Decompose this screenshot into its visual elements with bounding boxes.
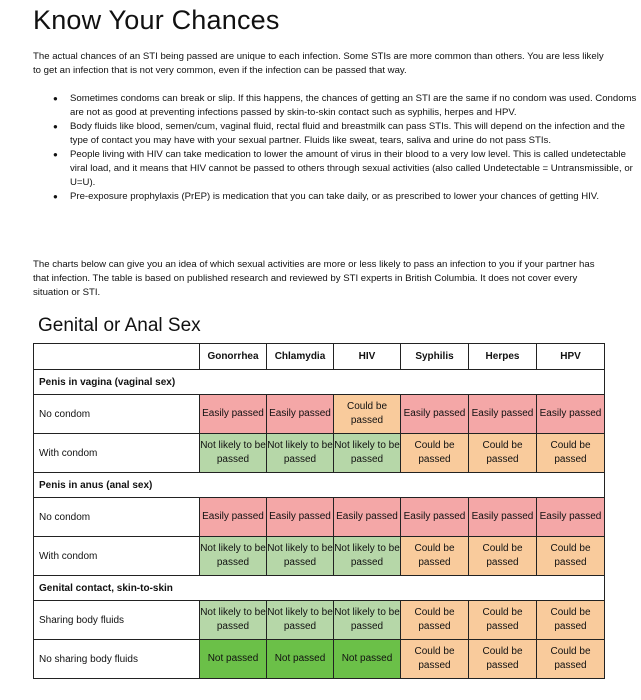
row-label: With condom xyxy=(34,434,200,473)
risk-cell xyxy=(200,601,267,640)
risk-cell-text: Easily passed xyxy=(403,511,466,522)
row-label: No condom xyxy=(34,395,200,434)
risk-cell xyxy=(469,640,537,679)
risk-cell xyxy=(334,640,401,679)
column-header-hpv: HPV xyxy=(537,344,605,370)
risk-cell xyxy=(267,601,334,640)
column-header-syphilis: Syphilis xyxy=(401,344,469,370)
risk-cell xyxy=(200,434,267,473)
risk-cell-text: Easily passed xyxy=(471,511,534,522)
column-header-herpes: Herpes xyxy=(469,344,537,370)
risk-cell-text: Could be passed xyxy=(550,543,591,568)
risk-cell xyxy=(537,395,605,434)
risk-cell-text: Not passed xyxy=(274,653,326,664)
risk-cell-text: Not likely to be passed xyxy=(267,543,333,568)
column-header-hiv: HIV xyxy=(334,344,401,370)
risk-cell xyxy=(267,640,334,679)
risk-cell-text: Not likely to be passed xyxy=(267,607,333,632)
risk-cell xyxy=(469,395,537,434)
risk-cell xyxy=(537,537,605,576)
bullet-list xyxy=(33,92,641,204)
risk-cell xyxy=(334,434,401,473)
bullet-item: ● Sometimes condoms can break or slip. If this happens, the chances of getting an STI are the same if no condom was used. Condoms are not as good at preventing infections passed by skin-to-skin contact such as syphilis, herpes and HPV. xyxy=(70,92,641,120)
risk-cell-text: Not likely to be passed xyxy=(267,440,333,465)
risk-cell-text: Could be passed xyxy=(482,440,523,465)
risk-cell-text: Not passed xyxy=(207,653,259,664)
risk-cell xyxy=(537,601,605,640)
risk-cell-text: Could be passed xyxy=(550,440,591,465)
risk-cell xyxy=(334,537,401,576)
risk-cell xyxy=(200,395,267,434)
bullet-item: ● Pre-exposure prophylaxis (PrEP) is medication that you can take daily, or as prescribed to lower your chances of getting HIV. xyxy=(70,190,641,204)
risk-cell xyxy=(267,498,334,537)
header-empty-cell xyxy=(34,344,200,370)
intro-paragraph: The actual chances of an STI being passed are unique to each infection. Some STIs are more common than others. You are less likely to get an infection that is not very common, even if the infection can be passed that way. xyxy=(33,51,604,76)
risk-table xyxy=(33,343,605,679)
section-title: Genital or Anal Sex xyxy=(38,315,201,336)
risk-cell-text: Not likely to be passed xyxy=(334,440,400,465)
section-heading: Penis in vagina (vaginal sex) xyxy=(34,370,605,395)
risk-cell xyxy=(537,498,605,537)
risk-cell-text: Could be passed xyxy=(550,607,591,632)
risk-cell xyxy=(200,640,267,679)
risk-cell-text: Could be passed xyxy=(414,440,455,465)
risk-cell xyxy=(537,434,605,473)
risk-cell xyxy=(267,395,334,434)
risk-cell-text: Not likely to be passed xyxy=(334,607,400,632)
table-body xyxy=(34,370,605,679)
row-label: No condom xyxy=(34,498,200,537)
risk-cell-text: Could be passed xyxy=(482,607,523,632)
section-heading: Genital contact, skin-to-skin xyxy=(34,576,605,601)
risk-cell xyxy=(537,640,605,679)
table-row xyxy=(34,601,605,640)
risk-cell-text: Could be passed xyxy=(346,401,388,426)
risk-cell-text: Easily passed xyxy=(269,408,331,419)
risk-cell xyxy=(200,537,267,576)
risk-cell xyxy=(469,434,537,473)
risk-cell-text: Easily passed xyxy=(202,408,264,419)
risk-cell xyxy=(401,498,469,537)
risk-cell-text: Easily passed xyxy=(336,511,398,522)
section-row xyxy=(34,473,605,498)
risk-cell xyxy=(469,537,537,576)
risk-cell-text: Easily passed xyxy=(471,408,534,419)
risk-cell-text: Easily passed xyxy=(403,408,466,419)
risk-cell-text: Not likely to be passed xyxy=(200,440,266,465)
table-row xyxy=(34,498,605,537)
risk-cell xyxy=(200,498,267,537)
risk-cell-text: Could be passed xyxy=(414,607,455,632)
risk-cell xyxy=(401,537,469,576)
risk-cell xyxy=(469,498,537,537)
section-row xyxy=(34,370,605,395)
risk-cell-text: Could be passed xyxy=(550,646,591,671)
section-heading: Penis in anus (anal sex) xyxy=(34,473,605,498)
risk-cell-text: Could be passed xyxy=(414,646,455,671)
risk-cell xyxy=(469,601,537,640)
risk-cell-text: Could be passed xyxy=(482,646,523,671)
risk-cell xyxy=(334,395,401,434)
risk-cell-text: Easily passed xyxy=(539,511,602,522)
risk-cell-text: Easily passed xyxy=(539,408,602,419)
bullet-item: ● People living with HIV can take medication to lower the amount of virus in their blood to a very low level. This is called undetectable viral load, and it means that HIV cannot be passed to others through sexual activities (also called Undetectable = Untransmissible, or U=U). xyxy=(70,148,641,190)
table-row xyxy=(34,537,605,576)
table-row xyxy=(34,434,605,473)
risk-cell xyxy=(267,537,334,576)
risk-cell xyxy=(401,601,469,640)
table-header-row xyxy=(34,344,605,370)
outro-paragraph: The charts below can give you an idea of which sexual activities are more or less likely to pass an infection to you if your partner has that infection. The table is based on published research and reviewed by STI experts in British Columbia. It does not cover every situation or STI. xyxy=(33,259,595,298)
page-title: Know Your Chances xyxy=(33,5,280,35)
row-label: No sharing body fluids xyxy=(34,640,200,679)
risk-cell xyxy=(401,395,469,434)
risk-cell-text: Not passed xyxy=(341,653,393,664)
risk-cell xyxy=(401,434,469,473)
risk-cell-text: Easily passed xyxy=(202,511,264,522)
risk-cell-text: Easily passed xyxy=(269,511,331,522)
table-row xyxy=(34,395,605,434)
row-label: With condom xyxy=(34,537,200,576)
bullet-item: ● Body fluids like blood, semen/cum, vaginal fluid, rectal fluid and breastmilk can pass STIs. This will depend on the infection and the type of contact you may have with your sexual partner. Fluids like sweat, tears, saliva and urine do not pass STIs. xyxy=(70,120,641,148)
table-row xyxy=(34,640,605,679)
risk-cell xyxy=(334,601,401,640)
column-header-chlamydia: Chlamydia xyxy=(267,344,334,370)
risk-cell xyxy=(334,498,401,537)
risk-cell-text: Not likely to be passed xyxy=(200,543,266,568)
risk-cell-text: Could be passed xyxy=(482,543,523,568)
row-label: Sharing body fluids xyxy=(34,601,200,640)
risk-cell-text: Not likely to be passed xyxy=(200,607,266,632)
section-row xyxy=(34,576,605,601)
column-header-gonorrhea: Gonorrhea xyxy=(200,344,267,370)
risk-cell-text: Not likely to be passed xyxy=(334,543,400,568)
risk-cell-text: Could be passed xyxy=(414,543,455,568)
risk-cell xyxy=(267,434,334,473)
risk-cell xyxy=(401,640,469,679)
